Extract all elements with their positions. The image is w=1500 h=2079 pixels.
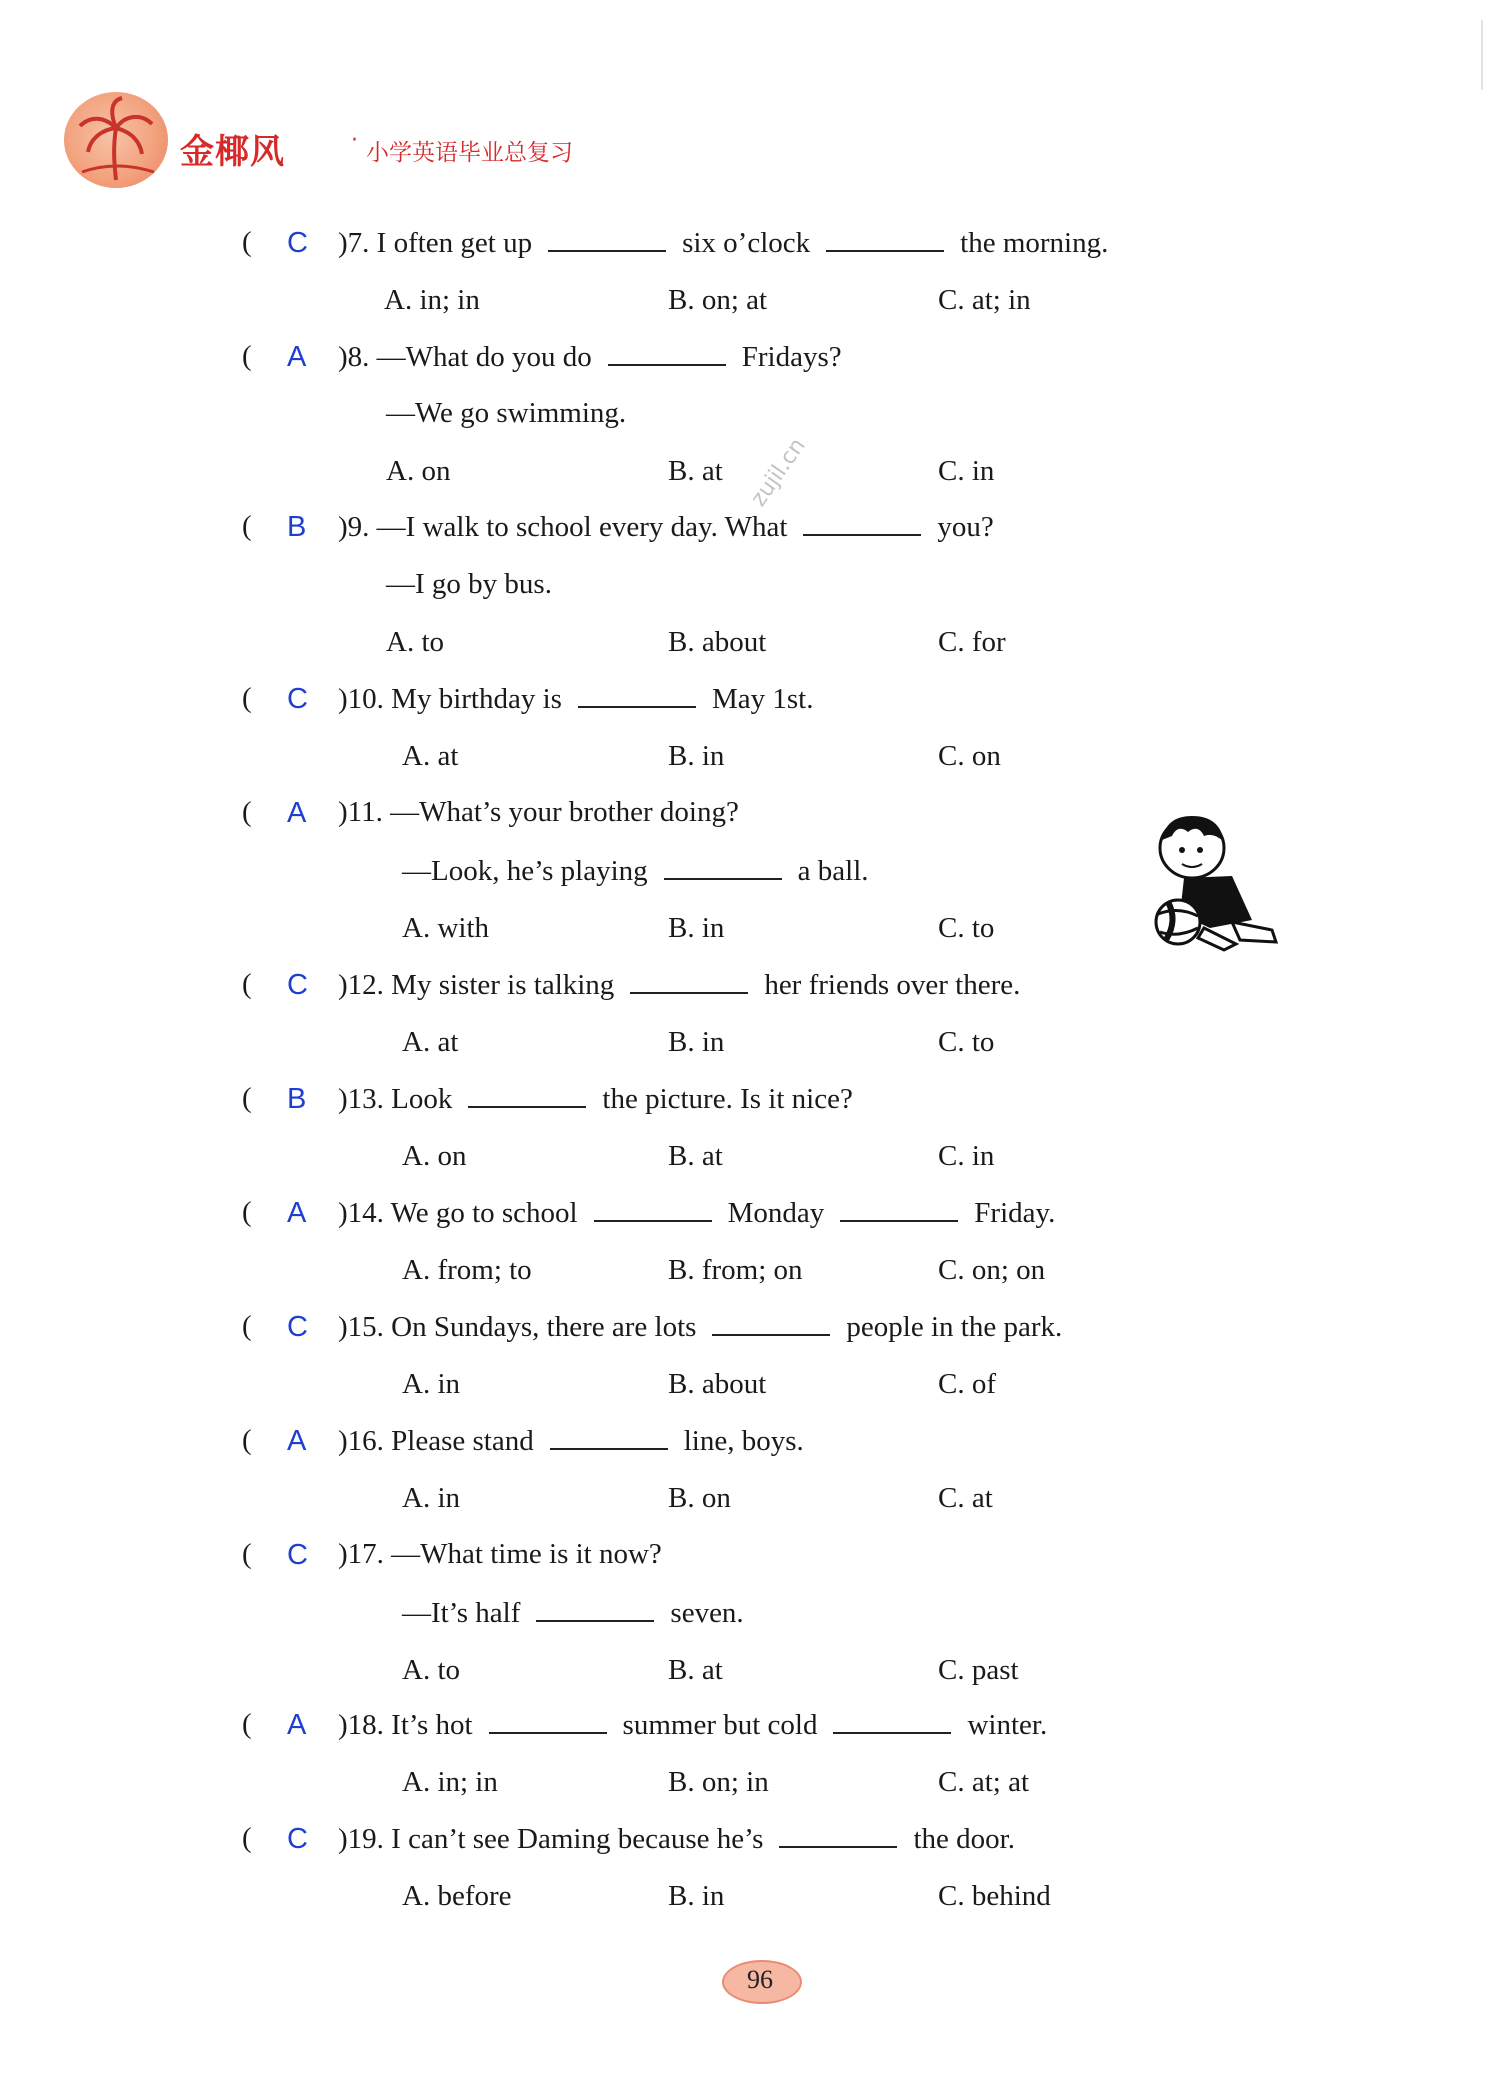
answer-letter[interactable]: A	[287, 341, 307, 373]
option-a[interactable]: A. in	[402, 1482, 460, 1514]
answer-letter[interactable]: C	[287, 1823, 308, 1855]
option-c[interactable]: C. of	[938, 1368, 996, 1400]
stem-text: —I walk to school every day. What	[376, 511, 788, 543]
option-c[interactable]: C. at; in	[938, 284, 1031, 316]
question-number: 14.	[347, 1197, 384, 1229]
answer-blank[interactable]	[840, 1196, 958, 1222]
stem-text: —What time is it now?	[391, 1538, 662, 1570]
question-stem: )9. —I walk to school every day. What you?	[338, 511, 994, 543]
answer-bracket-open: (	[242, 510, 252, 542]
stem-text: line, boys.	[683, 1425, 804, 1457]
question-number: 12.	[347, 969, 384, 1001]
question-stem: )16. Please stand line, boys.	[338, 1425, 804, 1457]
answer-blank[interactable]	[594, 1196, 712, 1222]
option-c[interactable]: C. on; on	[938, 1254, 1046, 1286]
answer-blank[interactable]	[833, 1708, 951, 1734]
answer-bracket-open: (	[242, 1708, 252, 1740]
answer-blank[interactable]	[826, 226, 944, 252]
dialogue-reply	[402, 1596, 744, 1630]
answer-bracket-open: (	[242, 226, 252, 258]
stem-text: I often get up	[376, 227, 533, 259]
option-b[interactable]: B. at	[668, 1140, 723, 1172]
question-number: 7.	[347, 227, 370, 259]
option-c[interactable]: C. at	[938, 1482, 993, 1514]
question-number: 19.	[347, 1823, 384, 1855]
question-stem: )8. —What do you do Fridays?	[338, 341, 842, 373]
option-c[interactable]: C. in	[938, 455, 995, 487]
stem-text: On Sundays, there are lots	[391, 1311, 697, 1343]
stem-text: We go to school	[390, 1197, 578, 1229]
stem-text: My sister is talking	[391, 969, 615, 1001]
stem-text: people in the park.	[846, 1311, 1063, 1343]
option-c[interactable]: C. on	[938, 740, 1001, 772]
stem-text: seven.	[670, 1597, 744, 1629]
answer-bracket-open: (	[242, 796, 252, 828]
page-number: 96	[747, 1965, 773, 1994]
stem-text: May 1st.	[711, 683, 814, 715]
palm-logo-icon	[64, 92, 168, 188]
stem-text: Friday.	[974, 1197, 1056, 1229]
answer-letter[interactable]: C	[287, 1311, 308, 1343]
question-stem: )17. —What time is it now?	[338, 1538, 662, 1570]
question-stem: )15. On Sundays, there are lots people in the park.	[338, 1311, 1063, 1343]
answer-letter[interactable]: B	[287, 511, 307, 543]
answer-blank[interactable]	[712, 1310, 830, 1336]
question-number: 11.	[347, 796, 383, 828]
question-number: 13.	[347, 1083, 384, 1115]
question-stem: )11. —What’s your brother doing?	[338, 796, 739, 828]
watermark-text: zujil.cn	[746, 433, 811, 512]
boy-with-ball-illustration	[1140, 810, 1280, 960]
option-b[interactable]: B. in	[668, 1880, 725, 1912]
answer-blank[interactable]	[630, 968, 748, 994]
question-number: 18.	[347, 1709, 384, 1741]
answer-bracket-open: (	[242, 1538, 252, 1570]
stem-text: you?	[937, 511, 994, 543]
stem-text: the door.	[913, 1823, 1015, 1855]
option-b[interactable]: B. at	[668, 1654, 723, 1686]
answer-letter[interactable]: A	[287, 1709, 307, 1741]
answer-blank[interactable]	[536, 1596, 654, 1622]
dialogue-reply: —We go swimming.	[386, 397, 627, 429]
question-number: 16.	[347, 1425, 384, 1457]
stem-text: the picture. Is it nice?	[602, 1083, 853, 1115]
answer-blank[interactable]	[779, 1822, 897, 1848]
stem-text: It’s hot	[391, 1709, 473, 1741]
option-b[interactable]: B. on; in	[668, 1766, 769, 1798]
answer-bracket-open: (	[242, 1310, 252, 1342]
page-edge-shadow	[1481, 20, 1483, 90]
stem-text: I can’t see Daming because he’s	[391, 1823, 764, 1855]
option-c[interactable]: C. behind	[938, 1880, 1051, 1912]
answer-blank[interactable]	[550, 1424, 668, 1450]
stem-text: —Look, he’s playing	[402, 855, 648, 887]
stem-text: My birthday is	[391, 683, 562, 715]
question-number: 17.	[347, 1538, 384, 1570]
answer-blank[interactable]	[489, 1708, 607, 1734]
option-a[interactable]: A. with	[402, 912, 489, 944]
option-c[interactable]: C. to	[938, 912, 995, 944]
option-b[interactable]: B. about	[668, 1368, 767, 1400]
answer-bracket-open: (	[242, 968, 252, 1000]
stem-text: six o’clock	[682, 227, 811, 259]
option-c[interactable]: C. past	[938, 1654, 1019, 1686]
answer-letter[interactable]: C	[287, 1539, 308, 1571]
option-a[interactable]: A. in; in	[402, 1766, 498, 1798]
stem-text: the morning.	[960, 227, 1109, 259]
option-b[interactable]: B. on	[668, 1482, 731, 1514]
answer-letter[interactable]: B	[287, 1083, 307, 1115]
answer-bracket-open: (	[242, 1822, 252, 1854]
answer-blank[interactable]	[468, 1082, 586, 1108]
stem-text: Look	[391, 1083, 453, 1115]
answer-letter[interactable]: C	[287, 227, 308, 259]
question-stem: )18. It’s hot summer but cold winter.	[338, 1709, 1048, 1741]
stem-text: —It’s half	[402, 1597, 521, 1629]
option-a[interactable]: A. in; in	[384, 284, 480, 316]
answer-bracket-open: (	[242, 340, 252, 372]
stem-text: winter.	[967, 1709, 1048, 1741]
option-c[interactable]: C. to	[938, 1026, 995, 1058]
book-subtitle: 小学英语毕业总复习	[366, 140, 573, 166]
question-stem: )7. I often get up six o’clock the morning.	[338, 227, 1109, 259]
option-a[interactable]: A. at	[402, 740, 459, 772]
question-stem: )12. My sister is talking her friends over there.	[338, 969, 1021, 1001]
option-b[interactable]: B. on; at	[668, 284, 768, 316]
question-stem: )19. I can’t see Daming because he’s the door.	[338, 1823, 1015, 1855]
answer-blank[interactable]	[548, 226, 666, 252]
stem-text: her friends over there.	[764, 969, 1021, 1001]
question-stem: )14. We go to school Monday Friday.	[338, 1197, 1056, 1229]
brand-separator: ·	[351, 128, 358, 153]
dialogue-reply	[402, 854, 869, 888]
dialogue-reply: —I go by bus.	[386, 568, 552, 600]
option-b[interactable]: B. about	[668, 626, 767, 658]
stem-text: —What do you do	[376, 341, 592, 373]
answer-bracket-open: (	[242, 682, 252, 714]
option-a[interactable]: A. to	[402, 1654, 460, 1686]
question-number: 9.	[347, 511, 370, 543]
stem-text: —What’s your brother doing?	[390, 796, 739, 828]
brand-title: 金椰风	[180, 132, 285, 172]
option-b[interactable]: B. at	[668, 455, 723, 487]
option-a[interactable]: A. on	[402, 1140, 467, 1172]
option-c[interactable]: C. at; at	[938, 1766, 1030, 1798]
option-b[interactable]: B. in	[668, 740, 725, 772]
answer-blank[interactable]	[608, 340, 726, 366]
answer-letter[interactable]: A	[287, 1425, 307, 1457]
stem-text: Monday	[727, 1197, 825, 1229]
option-a[interactable]: A. at	[402, 1026, 459, 1058]
option-b[interactable]: B. from; on	[668, 1254, 803, 1286]
question-number: 15.	[347, 1311, 384, 1343]
question-stem: )10. My birthday is May 1st.	[338, 683, 814, 715]
answer-blank[interactable]	[578, 682, 696, 708]
question-number: 10.	[347, 683, 384, 715]
stem-text: summer but cold	[622, 1709, 818, 1741]
stem-text: Please stand	[391, 1425, 534, 1457]
question-stem: )13. Look the picture. Is it nice?	[338, 1083, 853, 1115]
option-b[interactable]: B. in	[668, 912, 725, 944]
option-c[interactable]: C. in	[938, 1140, 995, 1172]
header	[64, 92, 584, 188]
answer-bracket-open: (	[242, 1424, 252, 1456]
answer-blank[interactable]	[664, 854, 782, 880]
answer-bracket-open: (	[242, 1082, 252, 1114]
stem-text: a ball.	[797, 855, 869, 887]
option-a[interactable]: A. from; to	[402, 1254, 532, 1286]
stem-text: Fridays?	[741, 341, 842, 373]
answer-letter[interactable]: C	[287, 969, 308, 1001]
option-a[interactable]: A. on	[386, 455, 451, 487]
option-c[interactable]: C. for	[938, 626, 1006, 658]
answer-blank[interactable]	[803, 510, 921, 536]
option-a[interactable]: A. before	[402, 1880, 512, 1912]
answer-letter[interactable]: A	[287, 1197, 307, 1229]
option-b[interactable]: B. in	[668, 1026, 725, 1058]
answer-letter[interactable]: A	[287, 797, 307, 829]
option-a[interactable]: A. to	[386, 626, 444, 658]
option-a[interactable]: A. in	[402, 1368, 460, 1400]
answer-bracket-open: (	[242, 1196, 252, 1228]
question-number: 8.	[347, 341, 370, 373]
answer-letter[interactable]: C	[287, 683, 308, 715]
